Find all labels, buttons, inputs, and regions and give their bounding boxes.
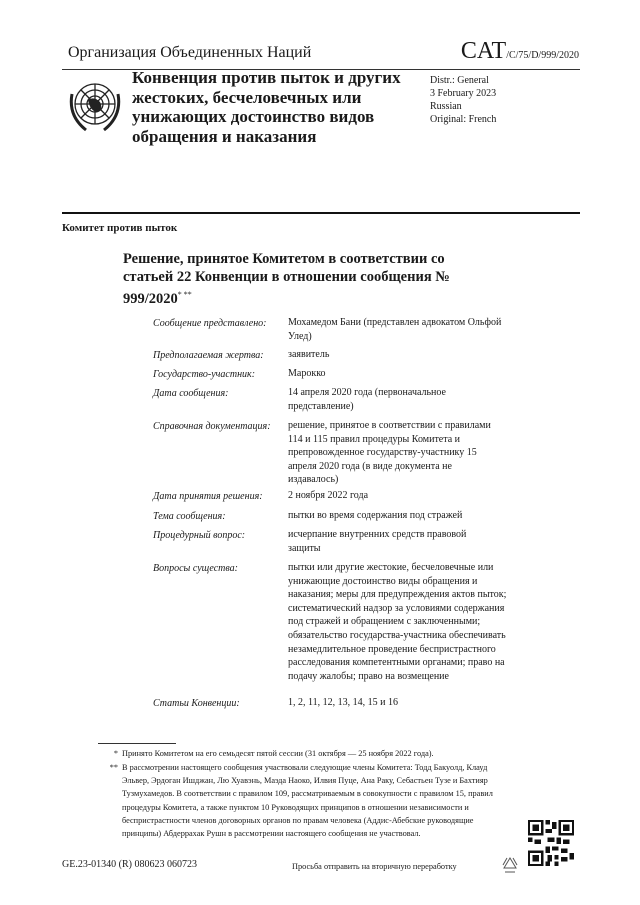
row-value: пытки или другие жестокие, бесчеловечные или унижающие достоинство виды обращения и наказания; меры для предупреждения актов пыток; систематический надзор за условиями содержания под стражей и обращением с заключенными; обязательство государства-участника обеспечивать незамедлительное проведение беспристрастного расследования компетентными органами; право на подачу жалобы; право на возмещение bbox=[288, 562, 507, 682]
row-label: Предполагаемая жертва: bbox=[153, 350, 264, 361]
footnote bbox=[104, 747, 496, 760]
row-label: Тема сообщения: bbox=[153, 511, 226, 522]
row-label: Дата принятия решения: bbox=[153, 491, 263, 502]
row-value: заявитель bbox=[288, 349, 330, 360]
footnote-mark: ** bbox=[109, 763, 118, 772]
row-value: исчерпание внутренних средств правовой защиты bbox=[288, 529, 467, 554]
footnote-text: Принято Комитетом на его семьдесят пятой сессии (31 октября — 25 ноября 2022 года). bbox=[122, 749, 434, 758]
row-label: Вопросы существа: bbox=[153, 563, 238, 574]
un-emblem-icon bbox=[64, 76, 126, 138]
row-value: пытки во время содержания под стражей bbox=[288, 510, 463, 521]
original-line: Original: French bbox=[430, 114, 497, 125]
decision-title-text: Решение, принятое Комитетом в соответствии со статьей 22 Конвенции в отношении сообщения № 999/2020 bbox=[123, 251, 450, 307]
row-label: Справочная документация: bbox=[153, 421, 271, 432]
language-line: Russian bbox=[430, 101, 462, 112]
row-label: Государство-участник: bbox=[153, 369, 256, 380]
recycle-icon bbox=[499, 855, 521, 877]
footnote-rule bbox=[98, 743, 176, 744]
footnote-text: В рассмотрении настоящего сообщения участвовали следующие члены Комитета: Тодд Бакуолд, Клауд Эльвер, Эрдоган Ишджан, Лю Хуавэнь, Маэда Наоко, Илвия Пуце, Ана Раку, Себастьен Тузе и Бахтияр Тузмухамедов. В соответствии с правилом 109, рассматриваемым в совокупности с правилом 15, правил процедуры Комитета, а также пунктом 10 Руководящих принципов в отношении независимости и беспристрастности членов договорных органов по правам человека (Аддис-Абебские руководящие принципы) Абдеррахак Рушн в рассмотрении настоящего сообщения не участвовал. bbox=[122, 763, 493, 839]
convention-title: Конвенция против пыток и других жестоких, бесчеловечных или унижающих достоинство видов обращения и наказания bbox=[132, 68, 401, 146]
committee-name: Комитет против пыток bbox=[62, 222, 178, 234]
row-label: Процедурный вопрос: bbox=[153, 530, 246, 541]
date-line: 3 February 2023 bbox=[430, 88, 497, 99]
footnote-mark: * bbox=[113, 749, 118, 758]
row-label: Статьи Конвенции: bbox=[153, 698, 240, 709]
row-value: Мохамедом Бани (представлен адвокатом Ольфой Улед) bbox=[288, 317, 502, 342]
footnote-marks: * ** bbox=[177, 290, 192, 299]
distribution-info bbox=[430, 74, 496, 126]
document-symbol bbox=[461, 38, 579, 65]
organization-name: Организация Объединенных Наций bbox=[68, 44, 312, 61]
row-label: Дата сообщения: bbox=[153, 388, 229, 399]
distr-line: Distr.: General bbox=[430, 75, 489, 86]
footnote bbox=[104, 761, 496, 840]
title-rule bbox=[62, 212, 580, 214]
recycle-text: Просьба отправить на вторичную переработку bbox=[292, 862, 457, 871]
row-value: Марокко bbox=[288, 368, 326, 379]
symbol-suffix: /C/75/D/999/2020 bbox=[506, 50, 579, 61]
row-value: 14 апреля 2020 года (первоначальное представление) bbox=[288, 387, 446, 412]
qr-code-icon bbox=[528, 820, 574, 866]
row-value: 2 ноября 2022 года bbox=[288, 490, 369, 501]
decision-title bbox=[123, 250, 463, 308]
row-value: 1, 2, 11, 12, 13, 14, 15 и 16 bbox=[288, 697, 398, 708]
row-value: решение, принятое в соответствии с правилами 114 и 115 правил процедуры Комитета и препровожденное государству-участнику 15 апреля 2020 года (в виде документа не издавалось) bbox=[288, 420, 491, 486]
row-label: Сообщение представлено: bbox=[153, 318, 267, 329]
job-number: GE.23-01340 (R) 080623 060723 bbox=[62, 859, 197, 870]
symbol-main: CAT bbox=[460, 38, 507, 64]
